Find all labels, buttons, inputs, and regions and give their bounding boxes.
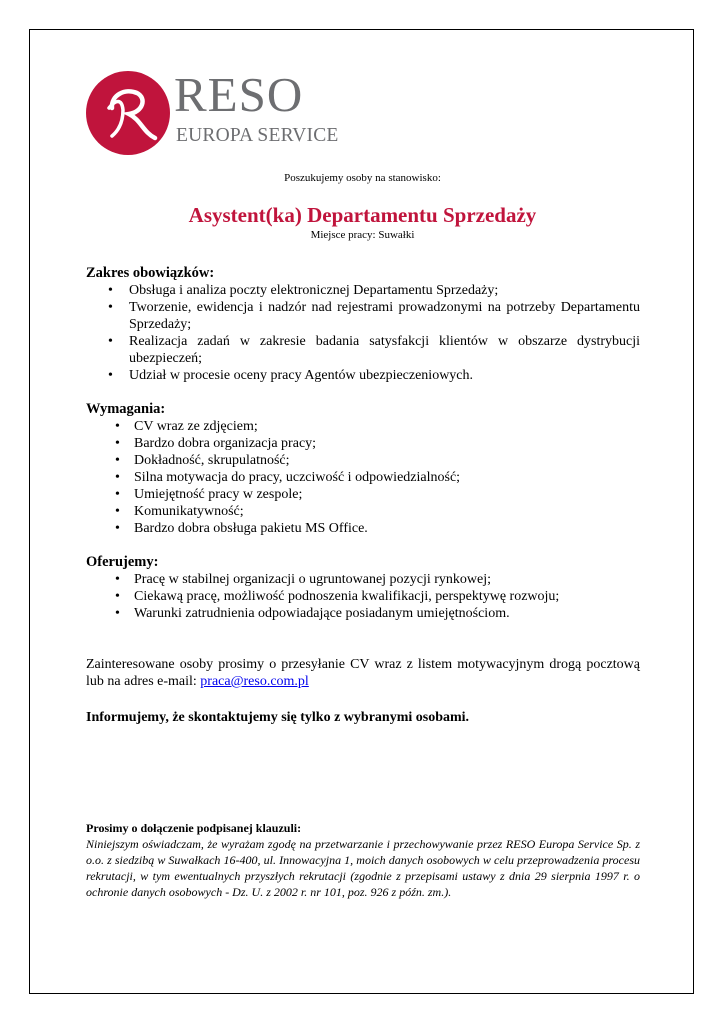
logo-wordmark: RESO <box>174 67 304 122</box>
list-item: • CV wraz ze zdjęciem; <box>86 418 640 435</box>
requirements-heading: Wymagania: <box>86 401 166 417</box>
list-item: • Komunikatywność; <box>86 503 640 520</box>
offer-list <box>86 571 640 622</box>
consent-clause <box>86 820 640 900</box>
list-item: • Realizacja zadań w zakresie badania satysfakcji klientów w obszarze dystrybucji ubezpieczeń; <box>86 333 640 367</box>
logo-subtitle: EUROPA SERVICE <box>176 125 339 146</box>
list-item: • Umiejętność pracy w zespole; <box>86 486 640 503</box>
job-title: Asystent(ka) Departamentu Sprzedaży <box>188 203 537 227</box>
clause-heading: Prosimy o dołączenie podpisanej klauzuli: <box>86 821 302 835</box>
list-item: • Udział w procesie oceny pracy Agentów ubezpieczeniowych. <box>86 367 640 384</box>
requirements-section <box>86 400 640 537</box>
list-item: • Dokładność, skrupulatność; <box>86 452 640 469</box>
offer-section <box>86 553 640 622</box>
reso-emblem-icon <box>85 68 175 158</box>
list-item: • Ciekawą pracę, możliwość podnoszenia kwalifikacji, perspektywę rozwoju; <box>86 588 640 605</box>
contact-notice: Informujemy, że skontaktujemy się tylko z wybranymi osobami. <box>86 710 470 725</box>
list-item: • Warunki zatrudnienia odpowiadające posiadanym umiejętnościom. <box>86 605 640 622</box>
duties-heading: Zakres obowiązków: <box>86 265 215 281</box>
list-item: • Bardzo dobra obsługa pakietu MS Office. <box>86 520 640 537</box>
list-item: • Tworzenie, ewidencja i nadzór nad rejestrami prowadzonymi na potrzeby Departamentu Sprzedaży; <box>86 299 640 333</box>
contact-paragraph <box>86 656 640 690</box>
clause-text: Niniejszym oświadczam, że wyrażam zgodę na przetwarzanie i przechowywanie przez RESO Europa Service Sp. z o.o. z siedzibą w Suwałkach 16-400, ul. Innowacyjna 1, moich danych osobowych w celu przeprowadzenia procesu rekrutacji, w tym ewentualnych przyszłych rekrutacji (zgodnie z przepisami ustawy z dnia 29 sierpnia 1997 r. o ochronie danych osobowych - Dz. U. z 2002 r. nr 101, poz. 926 z późn. zm.). <box>86 837 640 899</box>
offer-heading: Oferujemy: <box>86 554 159 570</box>
list-item: • Obsługa i analiza poczty elektronicznej Departamentu Sprzedaży; <box>86 282 640 299</box>
contact-text: Zainteresowane osoby prosimy o przesyłanie CV wraz z listem motywacyjnym drogą pocztową lub na adres e-mail: <box>86 657 640 689</box>
list-item: • Silna motywacja do pracy, uczciwość i odpowiedzialność; <box>86 469 640 486</box>
work-location: Miejsce pracy: Suwałki <box>310 229 415 241</box>
email-link[interactable]: praca@reso.com.pl <box>200 674 309 689</box>
job-description <box>86 264 640 726</box>
requirements-list <box>86 418 640 537</box>
list-item: • Bardzo dobra organizacja pracy; <box>86 435 640 452</box>
list-item: • Pracę w stabilnej organizacji o ugruntowanej pozycji rynkowej; <box>86 571 640 588</box>
intro-line: Poszukujemy osoby na stanowisko: <box>284 172 441 184</box>
duties-list <box>86 282 640 384</box>
